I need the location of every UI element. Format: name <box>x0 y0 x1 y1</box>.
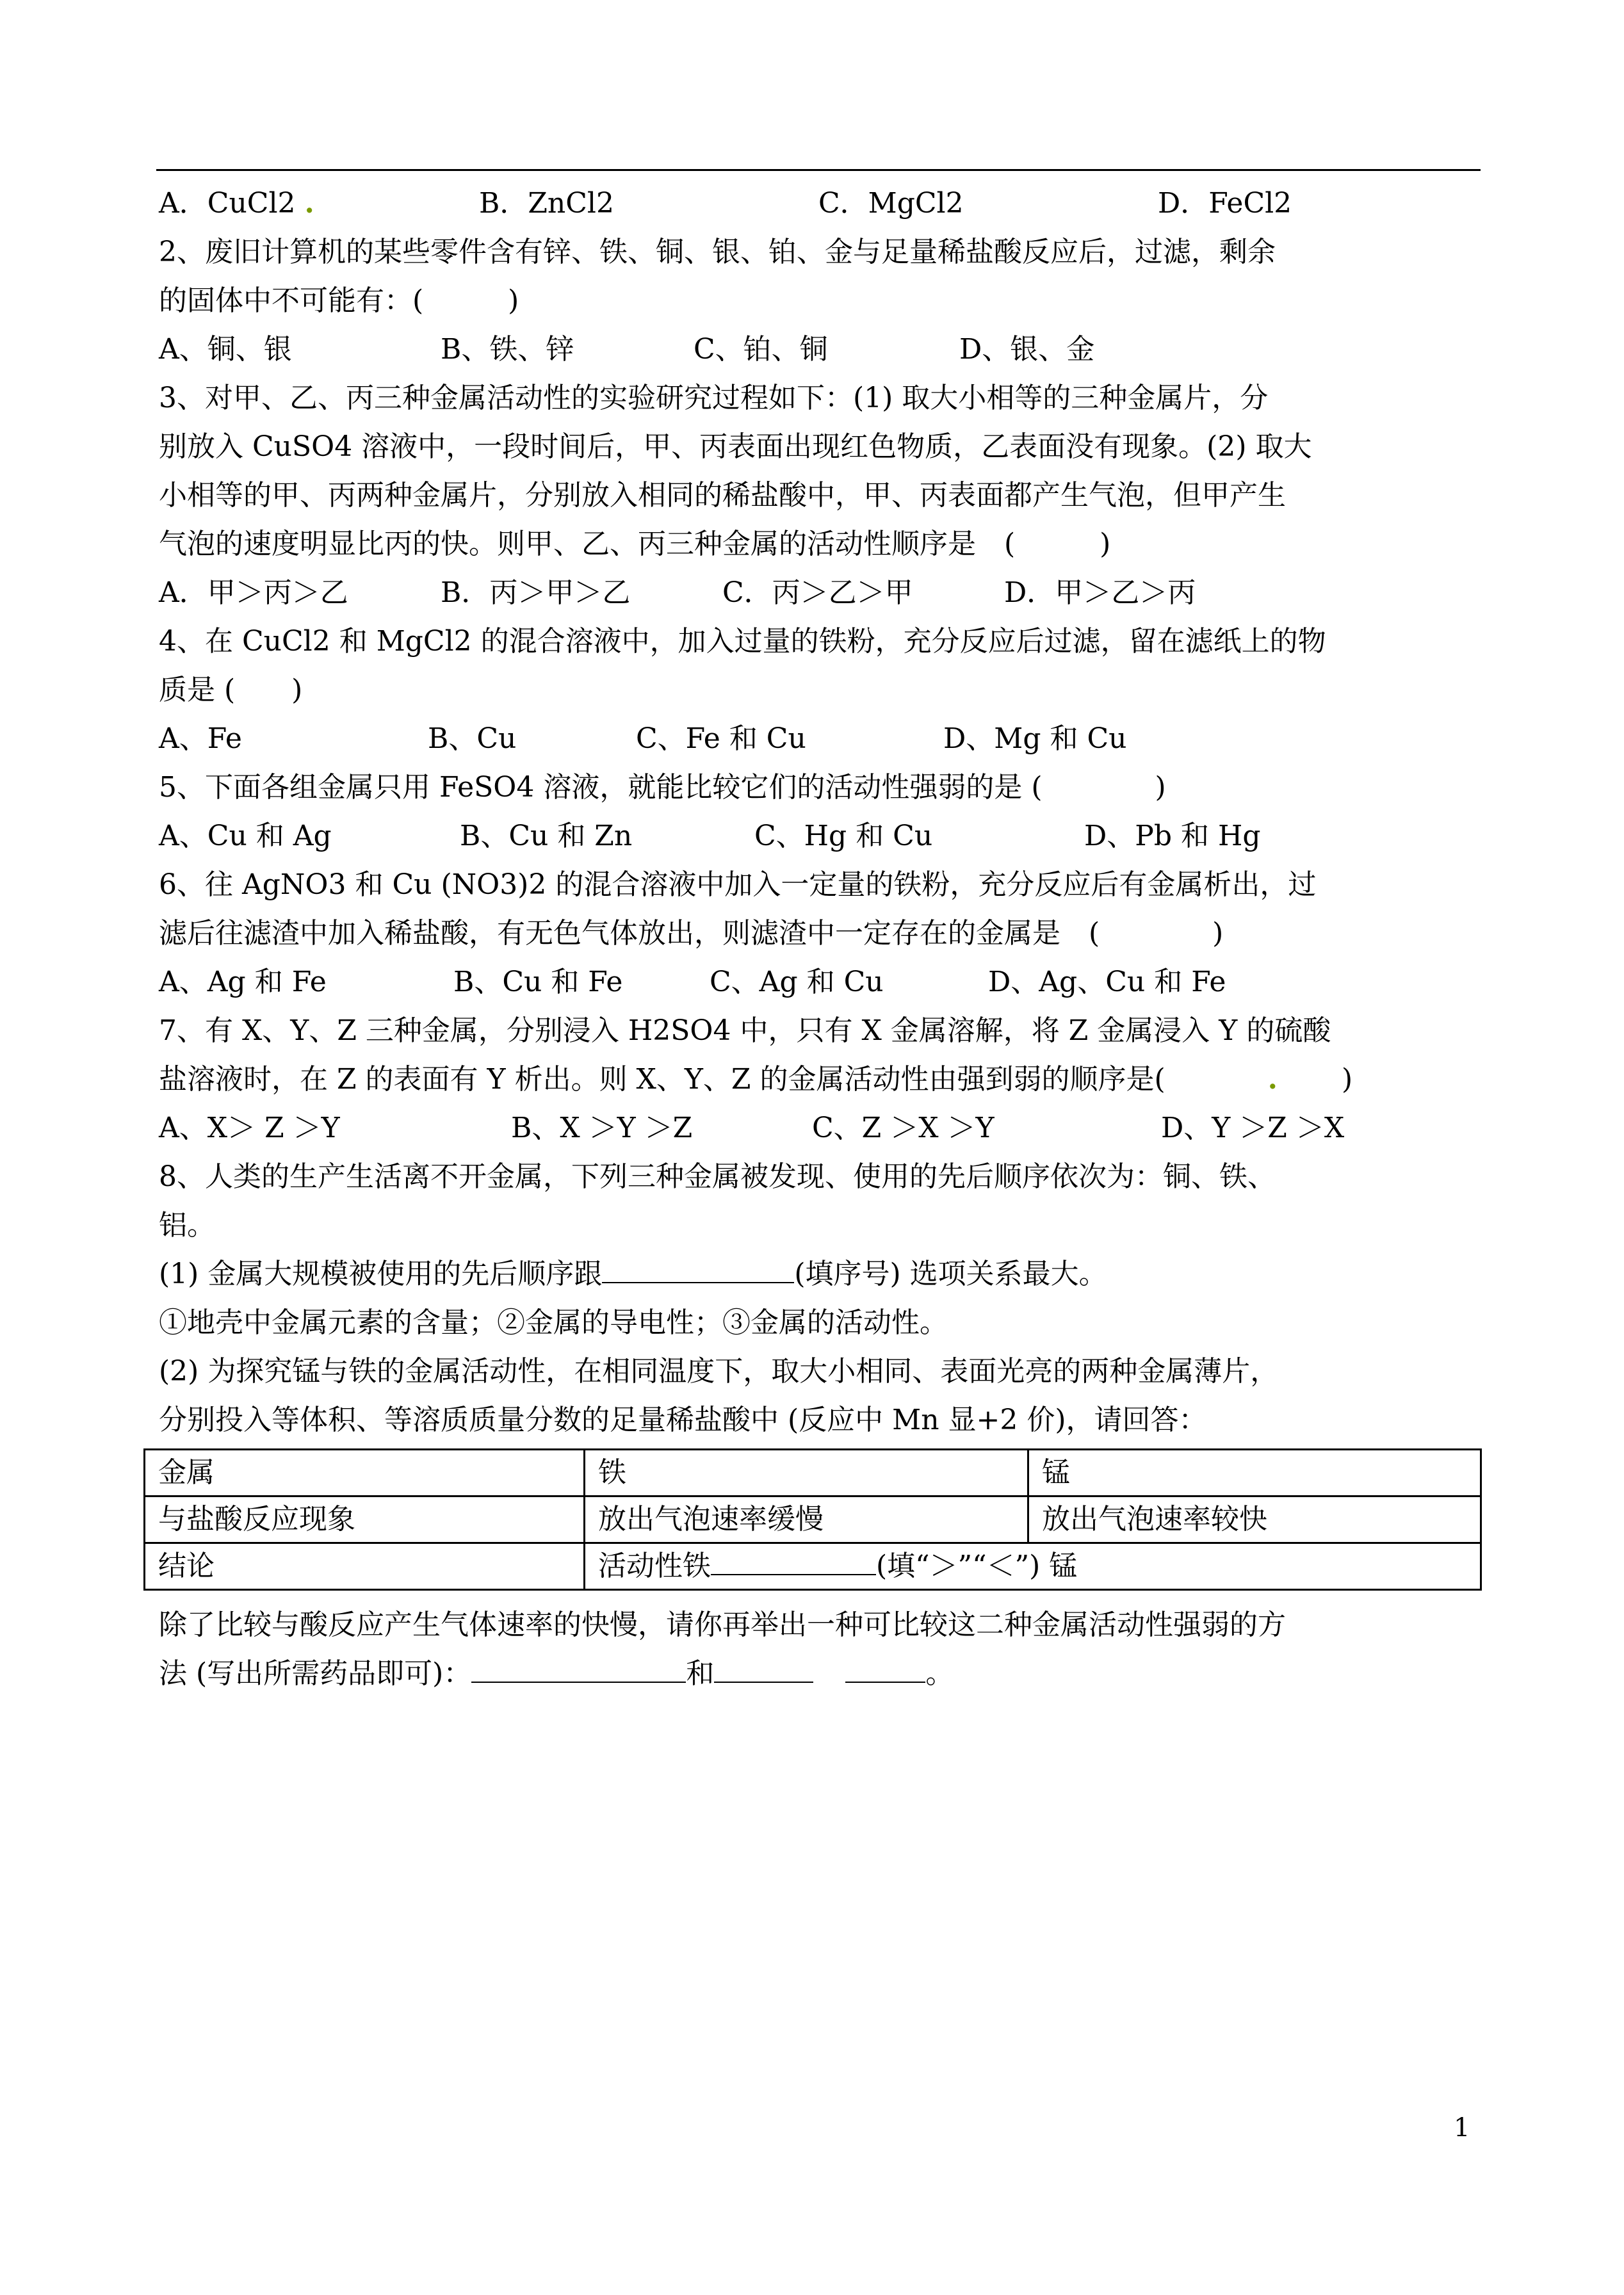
q6-option-a: A、Ag 和 Fe <box>159 966 327 998</box>
q1-option-c: C．MgCl2 <box>818 187 964 220</box>
q3-stem-line3: 小相等的甲、丙两种金属片，分别放入相同的稀盐酸中，甲、丙表面都产生气泡，但甲产生 <box>159 479 1286 512</box>
q3-stem-line4: 气泡的速度明显比丙的快。则甲、乙、丙三种金属的活动性顺序是 ( ) <box>159 528 1111 560</box>
q8-extra-text: 法 (写出所需药品即可)： <box>159 1657 472 1690</box>
q4-stem-line1: 4、在 CuCl2 和 MgCl2 的混合溶液中，加入过量的铁粉，充分反应后过滤，留在滤纸上的物 <box>159 625 1326 658</box>
q3-stem-line2: 别放入 CuSO4 溶液中，一段时间后，甲、丙表面出现红色物质，乙表面没有现象。(2) 取大 <box>159 430 1312 463</box>
table-cell: 放出气泡速率较快 <box>1028 1496 1481 1543</box>
reagent-blank-1[interactable] <box>471 1653 686 1683</box>
q8-extra-period: 。 <box>925 1657 954 1690</box>
q6-options <box>159 958 1481 1007</box>
q8-sub2-line1: (2) 为探究锰与铁的金属活动性，在相同温度下，取大小相同、表面光亮的两种金属薄片， <box>159 1355 1279 1388</box>
q3-options <box>159 569 1481 617</box>
q3-option-b: B．丙＞甲＞乙 <box>441 576 631 609</box>
q1-option-b: B．ZnCl2 <box>479 187 614 220</box>
q8-extra-line2 <box>159 1650 1481 1698</box>
table-row <box>145 1543 1481 1590</box>
q7-option-b: B、X ＞Y ＞Z <box>511 1112 693 1144</box>
table-cell-conclusion <box>585 1543 1481 1590</box>
green-dot-mark: . <box>304 187 314 220</box>
q6-option-c: C、Ag 和 Cu <box>710 966 884 998</box>
conclusion-answer-blank[interactable] <box>711 1546 876 1575</box>
q2-option-a: A、铜、银 <box>159 333 292 366</box>
q2-option-d: D、银、金 <box>959 333 1095 366</box>
table-cell: 锰 <box>1028 1450 1481 1496</box>
q6-stem-line1: 6、往 AgNO3 和 Cu (NO3)2 的混合溶液中加入一定量的铁粉，充分反应后有金属析出，过 <box>159 868 1317 901</box>
q8-extra-question <box>159 1601 1481 1698</box>
q7-stem-line1: 7、有 X、Y、Z 三种金属，分别浸入 H2SO4 中，只有 X 金属溶解，将 Z 金属浸入 Y 的硫酸 <box>159 1014 1331 1047</box>
q7-option-c: C、Z ＞X ＞Y <box>812 1112 995 1144</box>
q7-options <box>159 1104 1481 1153</box>
q3-stem-line1: 3、对甲、乙、丙三种金属活动性的实验研究过程如下：(1) 取大小相等的三种金属片，分 <box>159 382 1269 414</box>
q6-option-d: D、Ag、Cu 和 Fe <box>988 966 1226 998</box>
question-content <box>159 179 1481 1445</box>
table-cell: 铁 <box>585 1450 1028 1496</box>
q8-stem-line2: 铝。 <box>159 1209 215 1242</box>
q4-options <box>159 715 1481 763</box>
q4-option-a: A、Fe <box>159 722 242 755</box>
q3-option-d: D．甲＞乙＞丙 <box>1004 576 1196 609</box>
conclusion-prefix: 活动性铁 <box>598 1550 711 1582</box>
q7-close-paren: ) <box>1341 1063 1353 1096</box>
q1-option-a-text: A．CuCl2 <box>159 187 296 220</box>
conclusion-suffix: (填“＞”“＜”) 锰 <box>876 1550 1078 1582</box>
table-cell: 金属 <box>145 1450 585 1496</box>
q5-option-d: D、Pb 和 Hg <box>1084 820 1261 852</box>
q8-sub1 <box>159 1250 1481 1299</box>
q7-option-a: A、X＞ Z ＞Y <box>159 1112 340 1144</box>
page-number: 1 <box>1454 2113 1470 2143</box>
q2-option-b: B、铁、锌 <box>441 333 574 366</box>
q7-stem-line2-text: 盐溶液时，在 Z 的表面有 Y 析出。则 X、Y、Z 的金属活动性由强到弱的顺序是( <box>159 1063 1165 1096</box>
q4-option-c: C、Fe 和 Cu <box>636 722 806 755</box>
table-row <box>145 1496 1481 1543</box>
q8-sub1-choices: ①地壳中金属元素的含量；②金属的导电性；③金属的活动性。 <box>159 1306 948 1339</box>
q1-option-a <box>159 179 479 228</box>
q8-sub1-answer-blank[interactable] <box>602 1254 794 1283</box>
green-dot-mark-2: . <box>1267 1063 1278 1096</box>
q3-option-c: C．丙＞乙＞甲 <box>722 576 913 609</box>
reagent-blank-2a[interactable] <box>714 1653 813 1683</box>
q8-sub2-line2: 分别投入等体积、等溶质质量分数的足量稀盐酸中 (反应中 Mn 显+2 价)，请回答： <box>159 1404 1207 1436</box>
q8-extra-and: 和 <box>686 1657 715 1690</box>
q6-option-b: B、Cu 和 Fe <box>453 966 623 998</box>
table-cell: 放出气泡速率缓慢 <box>585 1496 1028 1543</box>
q7-option-d: D、Y ＞Z ＞X <box>1161 1112 1345 1144</box>
q1-option-d: D．FeCl2 <box>1158 187 1292 220</box>
q4-option-b: B、Cu <box>428 722 517 755</box>
q1-options <box>159 179 1481 228</box>
reagent-blank-2b[interactable] <box>845 1653 925 1683</box>
q5-option-b: B、Cu 和 Zn <box>460 820 633 852</box>
q8-sub1-text: (1) 金属大规模被使用的先后顺序跟 <box>159 1258 603 1290</box>
q3-option-a: A．甲＞丙＞乙 <box>159 576 348 609</box>
q5-stem-line1: 5、下面各组金属只用 FeSO4 溶液，就能比较它们的活动性强弱的是 ( ) <box>159 771 1166 804</box>
table-cell: 结论 <box>145 1543 585 1590</box>
q4-option-d: D、Mg 和 Cu <box>943 722 1127 755</box>
metal-comparison-table <box>143 1448 1482 1591</box>
q8-sub1-text-end: (填序号) 选项关系最大。 <box>794 1258 1107 1290</box>
q2-stem-line2: 的固体中不可能有：( ) <box>159 284 519 317</box>
q8-extra-line1: 除了比较与酸反应产生气体速率的快慢，请你再举出一种可比较这二种金属活动性强弱的方 <box>159 1609 1286 1641</box>
q8-stem-line1: 8、人类的生产生活离不开金属，下列三种金属被发现、使用的先后顺序依次为：铜、铁、 <box>159 1160 1276 1193</box>
q2-option-c: C、铂、铜 <box>694 333 828 366</box>
q5-options <box>159 812 1481 861</box>
table-cell: 与盐酸反应现象 <box>145 1496 585 1543</box>
q2-stem-line1: 2、废旧计算机的某些零件含有锌、铁、铜、银、铂、金与足量稀盐酸反应后，过滤，剩余 <box>159 236 1276 268</box>
q6-stem-line2: 滤后往滤渣中加入稀盐酸，有无色气体放出，则滤渣中一定存在的金属是 ( ) <box>159 917 1224 950</box>
top-rule <box>156 169 1481 171</box>
q7-stem-line2 <box>159 1055 1481 1104</box>
table-row <box>145 1450 1481 1496</box>
q2-options <box>159 325 1481 374</box>
q5-option-a: A、Cu 和 Ag <box>159 820 332 852</box>
q4-stem-line2: 质是 ( ) <box>159 674 303 706</box>
q5-option-c: C、Hg 和 Cu <box>754 820 933 852</box>
